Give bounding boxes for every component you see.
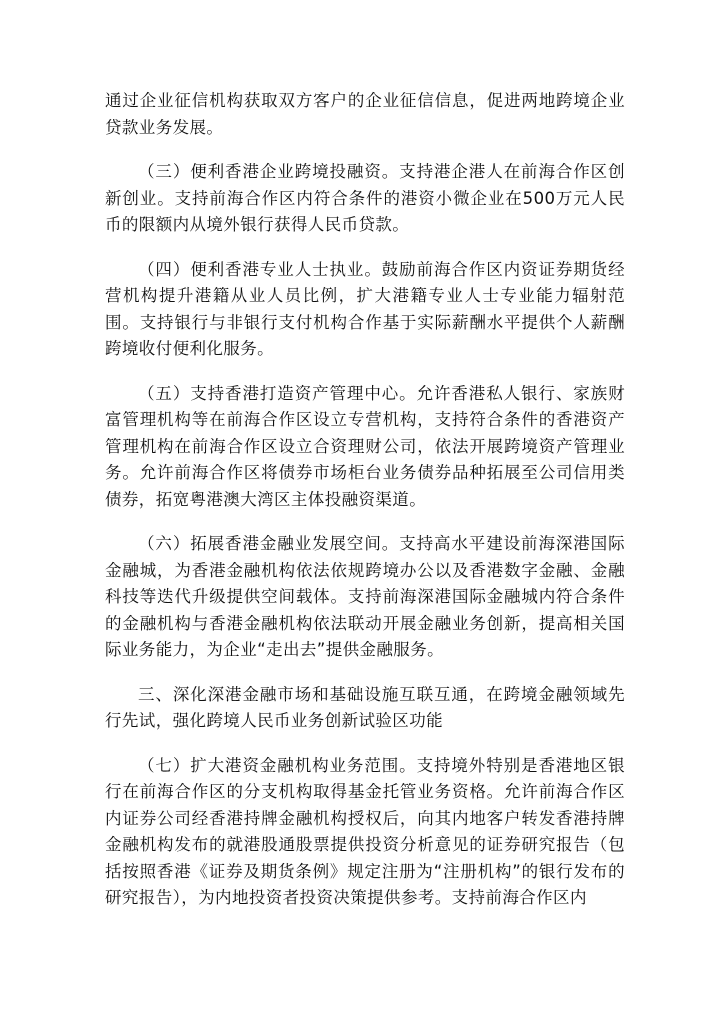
paragraph-credit-info: 通过企业征信机构获取双方客户的企业征信信息，促进两地跨境企业贷款业务发展。 [105,91,625,137]
document-body [105,88,625,912]
paragraph-item-4: （四）便利香港专业人士执业。鼓励前海合作区内资证券期货经营机构提升港籍从业人员比例，扩大港籍专业人士专业能力辐射范围。支持银行与非银行支付机构合作基于实际薪酬水平提供个人薪酬跨境收付便利化服务。 [105,259,625,358]
paragraph-item-6: （六）拓展香港金融业发展空间。支持高水平建设前海深港国际金融城，为香港金融机构依法依规跨境办公以及香港数字金融、金融科技等迭代升级提供空间载体。支持前海深港国际金融城内符合条件的金融机构与香港金融机构依法联动开展金融业务创新，提高相关国际业务能力，为企业“走出去”提供金融服务。 [105,534,625,659]
paragraph-item-3: （三）便利香港企业跨境投融资。支持港企港人在前海合作区创新创业。支持前海合作区内符合条件的港资小微企业在500万元人民币的限额内从境外银行获得人民币贷款。 [105,162,625,234]
paragraph-item-7: （七）扩大港资金融机构业务范围。支持境外特别是香港地区银行在前海合作区的分支机构取得基金托管业务资格。允许前海合作区内证券公司经香港持牌金融机构授权后，向其内地客户转发香港持牌金融机构发布的就港股通股票提供投资分析意见的证券研究报告（包括按照香港《证券及期货条例》规定注册为“注册机构”的银行发布的研究报告），为内地投资者投资决策提供参考。支持前海合作区内 [105,755,625,907]
paragraph-item-5: （五）支持香港打造资产管理中心。允许香港私人银行、家族财富管理机构等在前海合作区设立专营机构，支持符合条件的香港资产管理机构在前海合作区设立合资理财公司，依法开展跨境资产管理业务。允许前海合作区将债券市场柜台业务债券品种拓展至公司信用类债券，拓宽粤港澳大湾区主体投融资渠道。 [105,383,625,509]
section-heading-3: 三、深化深港金融市场和基础设施互联互通，在跨境金融领域先行先试，强化跨境人民币业务创新试验区功能 [105,684,625,730]
